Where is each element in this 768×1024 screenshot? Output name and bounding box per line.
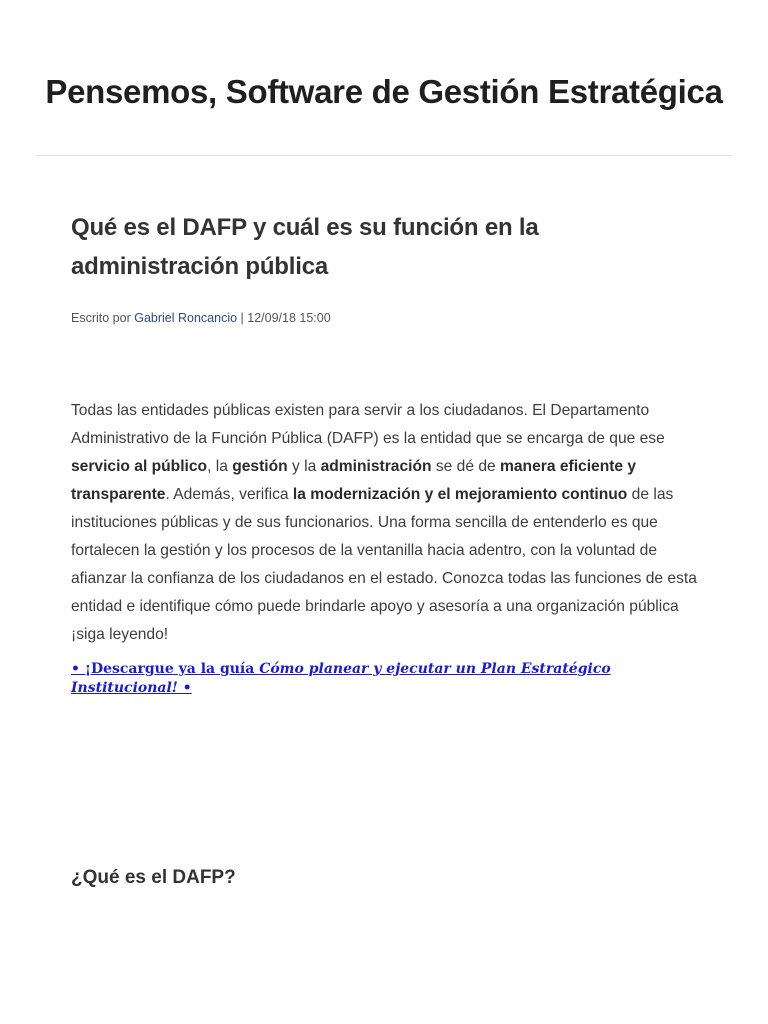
byline-prefix: Escrito por — [71, 311, 135, 325]
cta-suffix: • — [177, 680, 192, 696]
cta-paragraph — [71, 660, 699, 698]
intro-text-2: , la — [207, 458, 233, 475]
cta-prefix: • ¡Descargue ya la guía — [71, 661, 260, 677]
intro-bold-administracion: administración — [320, 458, 432, 475]
intro-bold-gestion: gestión — [232, 458, 288, 475]
intro-text-3: y la — [287, 458, 321, 475]
intro-bold-modernizacion: la modernización y el mejoramiento continuo — [292, 486, 628, 503]
site-title[interactable]: Pensemos, Software de Gestión Estratégica — [45, 73, 723, 110]
intro-bold-servicio: servicio al público — [71, 458, 208, 475]
intro-bold-eficiente: manera eficiente y transparente — [71, 458, 637, 503]
site-header — [0, 0, 768, 156]
intro-text-6: de las instituciones públicas y de sus funcionarios. Una forma sencilla de entenderlo es que fortalecen la gestión y los procesos de la ventanilla hacia adentro, con la voluntad de afianzar la confianza de los ciudadanos en el estado. Conozca todas las funciones de esta entidad e identifique cómo puede brindarle apoyo y asesoría a una organización pública ¡siga leyendo! — [71, 486, 697, 643]
article — [71, 208, 699, 698]
author-link[interactable]: Gabriel Roncancio — [134, 311, 238, 325]
header-divider — [36, 155, 732, 156]
cta-guide-title: Cómo planear y ejecutar un Plan Estratégico Institucional! — [71, 661, 611, 696]
intro-text-1: Todas las entidades públicas existen para servir a los ciudadanos. El Departamento Administrativo de la Función Pública (DAFP) es la entidad que se encarga de que ese — [71, 402, 665, 447]
download-guide-link[interactable] — [71, 661, 611, 696]
post-title: Qué es el DAFP y cuál es su función en la administración pública — [71, 214, 539, 280]
post-date: 12/09/18 15:00 — [247, 311, 331, 325]
intro-text-5: . Además, verifica — [165, 486, 293, 503]
byline-separator: | — [237, 311, 248, 325]
byline — [71, 309, 699, 327]
intro-paragraph — [71, 397, 699, 649]
section-heading: ¿Qué es el DAFP? — [71, 867, 236, 888]
intro-text-4: se dé de — [431, 458, 501, 475]
